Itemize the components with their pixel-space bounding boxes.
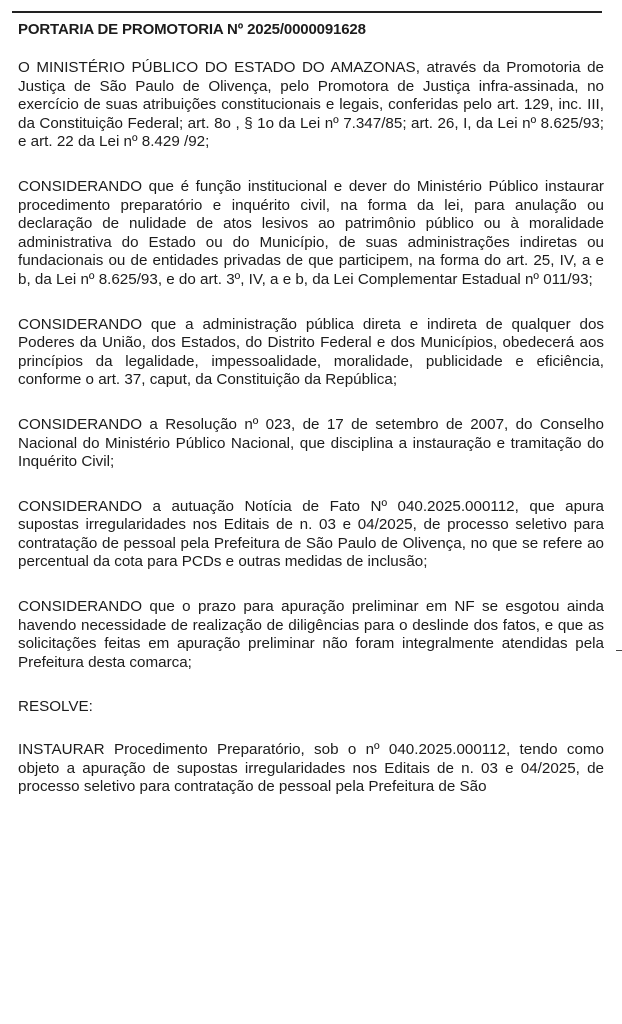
document-body xyxy=(18,59,604,823)
paragraph-preamble: O MINISTÉRIO PÚBLICO DO ESTADO DO AMAZONAS, através da Promotoria de Justiça de São Paulo de Olivença, pelo Promotora de Justiça infra-assinada, no exercício de suas atribuições constitucionais e legais, conferidas pelo art. 129, inc. III, da Constituição Federal; art. 8o , § 1o da Lei nº 7.347/85; art. 26, I, da Lei nº 8.625/93; e art. 22 da Lei nº 8.429 /92; xyxy=(18,59,604,151)
edge-mark xyxy=(616,650,622,651)
paragraph-considerando-3: CONSIDERANDO a Resolução nº 023, de 17 de setembro de 2007, do Conselho Nacional do Ministério Público Nacional, que disciplina a instauração e tramitação do Inquérito Civil; xyxy=(18,415,604,471)
paragraph-considerando-1: CONSIDERANDO que é função institucional e dever do Ministério Público instaurar procedimento preparatório e inquérito civil, na forma da lei, para anulação ou declaração de nulidade de atos lesivos ao patrimônio público ou à moralidade administrativa do Estado ou do Município, de suas administrações indiretas ou fundacionais ou de entidades privadas de que participem, na forma do art. 25, IV, a e b, da Lei nº 8.625/93, e do art. 3º, IV, a e b, da Lei Complementar Estadual nº 011/93; xyxy=(18,177,604,288)
paragraph-resolve: RESOLVE: xyxy=(18,698,93,716)
paragraph-considerando-5: CONSIDERANDO que o prazo para apuração preliminar em NF se esgotou ainda havendo necessidade de realização de diligências para o deslinde dos fatos, e que as solicitações feitas em apuração preliminar não foram integralmente atendidas pela Prefeitura desta comarca; xyxy=(18,598,604,671)
paragraph-considerando-4: CONSIDERANDO a autuação Notícia de Fato Nº 040.2025.000112, que apura supostas irregularidades nos Editais de n. 03 e 04/2025, de processo seletivo para contratação de pessoal pela Prefeitura de São Paulo de Olivença, no que se refere ao percentual da cota para PCDs e outras medidas de inclusão; xyxy=(18,497,604,571)
paragraph-instaurar: INSTAURAR Procedimento Preparatório, sob o nº 040.2025.000112, tendo como objeto a apuração de supostas irregularidades nos Editais de n. 03 e 04/2025, de processo seletivo para contratação de pessoal pela Prefeitura de São xyxy=(18,741,604,796)
top-divider xyxy=(12,11,602,13)
document-title: PORTARIA DE PROMOTORIA Nº 2025/0000091628 xyxy=(18,21,366,38)
paragraph-considerando-2: CONSIDERANDO que a administração pública direta e indireta de qualquer dos Poderes da União, dos Estados, do Distrito Federal e dos Municípios, obedecerá aos princípios da legalidade, impessoalidade, moralidade, publicidade e eficiência, conforme o art. 37, caput, da Constituição da República; xyxy=(18,315,604,389)
